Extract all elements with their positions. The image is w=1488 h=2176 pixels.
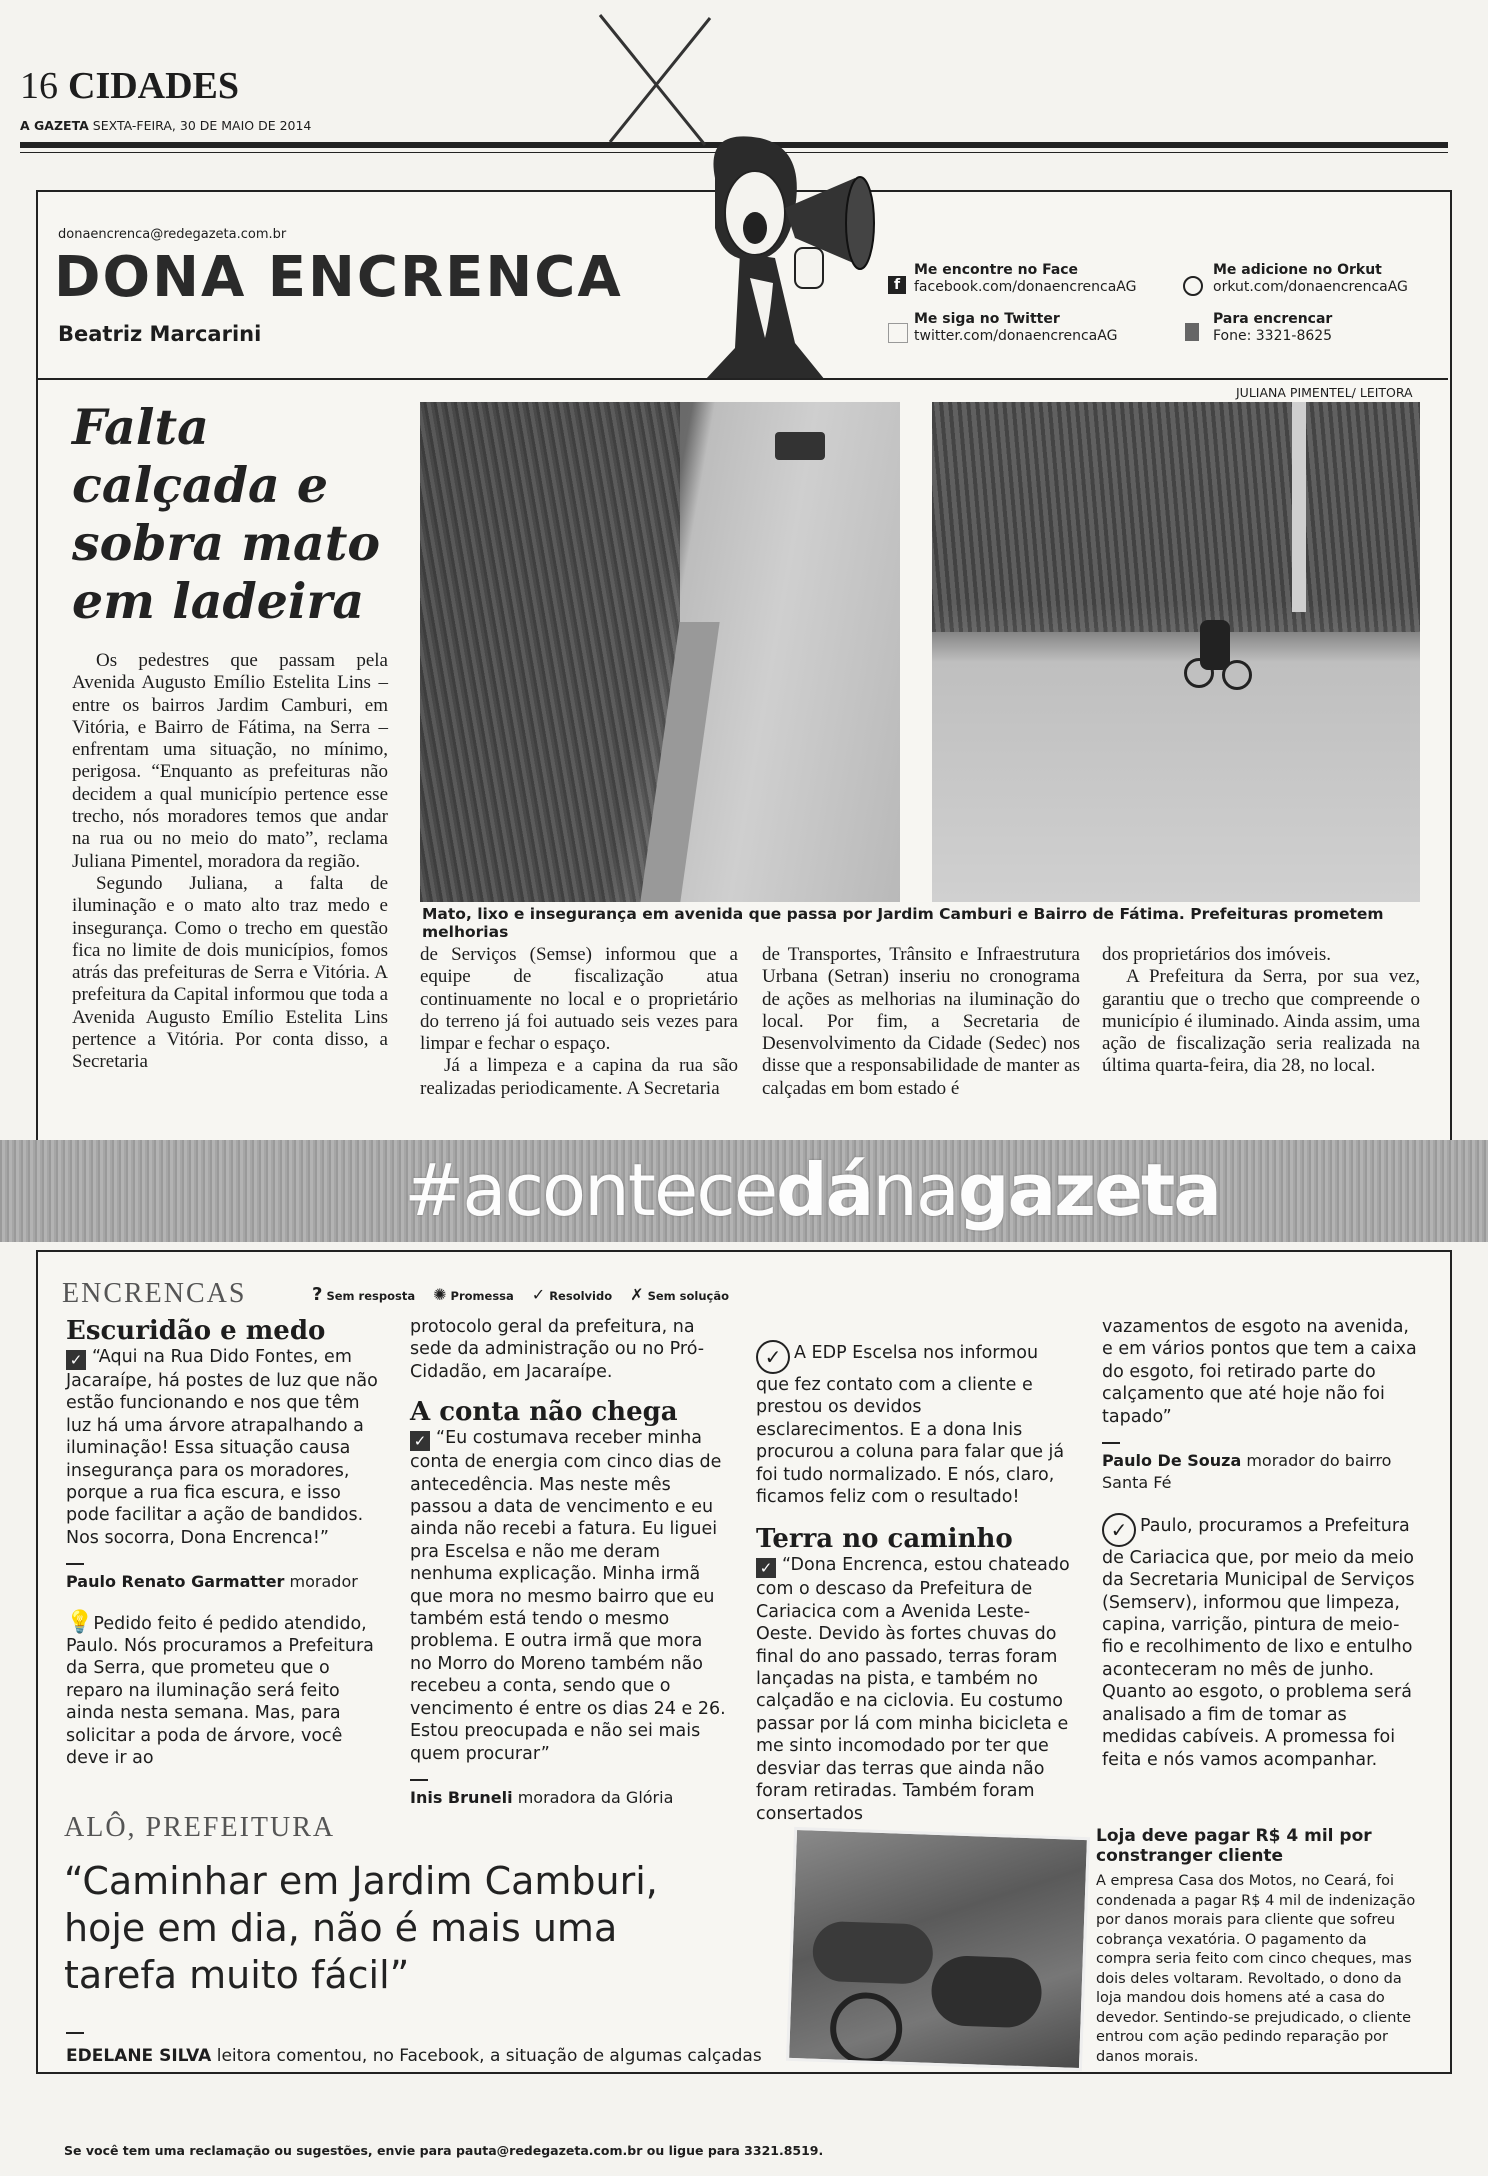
encrenca-complaint-text: “Eu costumava receber minha conta de energia com cinco dias de antecedência. Mas neste mês passou a data de vencimento e eu ainda não recebi a fatura. Eu liguei pra Escelsa e não me deram nenhuma explicação. Minha irmã que mora no mesmo bairro que eu também está tendo o mesmo problema. E outra irmã que mora no Morro do Moreno também não recebeu a conta, sendo que o vencimento é entre os dias 24 e 26. Estou preocupada e não sei mais quem procurar” (410, 1428, 726, 1764)
encrenca-complaint-cont: vazamentos de esgoto na avenida, e em vários pontos que tem a caixa do esgoto, foi retirado parte do calçamento que até hoje não foi tapado” (1102, 1317, 1417, 1427)
footer-note: Se você tem uma reclamação ou sugestões, envie para pauta@redegazeta.com.br ou ligue para 3321.8519. (64, 2143, 824, 2158)
encrenca-col3 (756, 1340, 1074, 1825)
checkbox-icon: ✓ (756, 1558, 776, 1578)
legend-label: Sem solução (647, 1289, 729, 1303)
loja-text: A empresa Casa dos Motos, no Ceará, foi condenada a pagar R$ 4 mil de indenização por danos morais para cliente que sofreu cobrança vexatória. O pagamento da compra seria feito com cinco cheques, mas dois deles voltaram. Revoltado, o dono da loja mandou dois homens até a casa do devedor. Sentindo-se prejudicado, o cliente entrou com ação pedindo reparação por danos morais. (1096, 1873, 1416, 2065)
photo-credit: JULIANA PIMENTEL/ LEITORA (1236, 385, 1413, 400)
alo-dash-rule (66, 2032, 84, 2034)
main-story-col4 (1102, 944, 1420, 1078)
header-date: SEXTA-FEIRA, 30 DE MAIO DE 2014 (92, 118, 312, 133)
encrenca-heading: Escuridão e medo (66, 1316, 326, 1346)
main-story-col3 (762, 944, 1080, 1100)
encrenca-author: Paulo Renato Garmatter (66, 1572, 285, 1592)
contact-orkut[interactable] (1183, 262, 1408, 296)
encrenca-complaint-text: “Dona Encrenca, estou chateado com o descaso da Prefeitura de Cariacica com a Avenida Leste-Oeste. Devido às fortes chuvas do final do ano passado, terras foram lançadas na pista, e também no calçadão e na ciclovia. Eu costumo passar por lá com minha bicicleta e me sinto incomodado por ter que desviar das terras que ainda não foram retiradas. Também foram consertados (756, 1555, 1070, 1824)
column-email: donaencrenca@redegazeta.com.br (58, 227, 287, 242)
contact-twitter[interactable] (888, 311, 1117, 345)
hashtag-bold: gazeta (958, 1148, 1220, 1232)
checkbox-icon: ✓ (410, 1431, 430, 1451)
contact-twitter-value: twitter.com/donaencrencaAG (914, 328, 1118, 344)
encrenca-author-line (1102, 1450, 1420, 1495)
mascot-megaphone-illustration (665, 118, 895, 380)
main-story-col1 (72, 650, 388, 1074)
encrenca-response-text: A EDP Escelsa nos informou que fez contato com a cliente e prestou os devidos esclarecimentos. E a dona Inis procurou a coluna para falar que já foi tudo normalizado. E nós, claro, ficamos feliz com o resultado! (756, 1343, 1065, 1508)
main-story-paragraph: A Prefeitura da Serra, por sua vez, garantiu que o trecho que compreende o município é iluminado. Ainda assim, uma ação de fiscalização seria realizada na última quarta-feira, dia 28, no local. (1102, 966, 1420, 1077)
encrenca-author-desc: moradora da Glória (517, 1787, 674, 1807)
encrenca-author: Paulo De Souza (1102, 1451, 1242, 1471)
paper-name: A GAZETA (20, 118, 89, 133)
contact-phone-value: Fone: 3321-8625 (1213, 328, 1333, 344)
hashtag-light: na (872, 1148, 959, 1232)
column-title: DONA ENCRENCA (54, 245, 623, 310)
contact-facebook-label: Me encontre no Face (914, 262, 1079, 278)
page-header (20, 64, 239, 108)
legend-label: Resolvido (549, 1289, 613, 1303)
contact-orkut-value: orkut.com/donaencrencaAG (1213, 279, 1408, 295)
orkut-icon (1183, 276, 1203, 296)
main-story-paragraph: de Transportes, Trânsito e Infraestrutura Urbana (Setran) inseriu no cronograma de ações as melhorias na iluminação do local. Por fim, a Secretaria de Desenvolvimento da Cidade (Sedec) nos disse que a responsabilidade de manter as calçadas em bom estado é (762, 944, 1080, 1099)
contact-orkut-label: Me adicione no Orkut (1213, 262, 1382, 278)
checkbox-icon: ✓ (66, 1350, 86, 1370)
dash-rule (66, 1563, 84, 1565)
encrenca-author-line (410, 1787, 728, 1809)
encrenca-author-line (66, 1571, 382, 1593)
facebook-icon: f (888, 276, 906, 294)
dash-rule (1102, 1442, 1120, 1444)
encrenca-response (756, 1340, 1074, 1508)
photo-road-cyclist (932, 402, 1420, 902)
encrenca-response (1102, 1513, 1420, 1771)
question-icon: ? (312, 1284, 323, 1305)
hashtag-bold: dá (776, 1148, 873, 1232)
encrenca-heading: A conta não chega (410, 1397, 678, 1428)
section-title: CIDADES (68, 65, 240, 107)
encrenca-heading: Terra no caminho (756, 1524, 1013, 1555)
encrenca-col1 (66, 1316, 382, 1770)
alo-author-line (66, 2046, 762, 2066)
page-number: 16 (20, 65, 58, 107)
loja-heading: Loja deve pagar R$ 4 mil por constranger cliente (1096, 1826, 1372, 1866)
alo-author: EDELANE SILVA (66, 2046, 212, 2066)
contact-twitter-label: Me siga no Twitter (914, 311, 1060, 327)
encrenca-author-desc: morador do bairro Santa Fé (1102, 1451, 1392, 1493)
encrenca-complaint-text: “Aqui na Rua Dido Fontes, em Jacaraípe, há postes de luz que não estão funcionando e nos que têm luz há uma árvore atrapalhando a iluminação! Essa situação causa insegurança para os moradores, porque a rua fica escura, e isso pode facilitar a ação de bandidos. Nos socorra, Dona Encrenca!” (66, 1347, 378, 1548)
legend-label: Promessa (450, 1289, 514, 1303)
photo-motorcycle-shop (786, 1827, 1090, 2071)
alo-prefeitura-quote: “Caminhar em Jardim Camburi, hoje em dia, não é mais uma tarefa muito fácil” (64, 1859, 658, 1997)
main-story-paragraph: Já a limpeza e a capina da rua são realizadas periodicamente. A Secretaria (420, 1055, 738, 1099)
sparkle-icon: ✺ (433, 1285, 447, 1304)
check-icon: ✓ (531, 1285, 546, 1304)
encrenca-complaint (756, 1554, 1074, 1824)
hashtag-banner-text (404, 1148, 1220, 1232)
main-story-paragraph: de Serviços (Semse) informou que a equipe de fiscalização atua continuamente no local e o proprietário do terreno já foi autuado seis vezes para limpar e fechar o espaço. (420, 944, 738, 1055)
resolved-check-icon: ✓ (756, 1340, 790, 1374)
encrenca-col2 (410, 1316, 728, 1809)
column-author: Beatriz Marcarini (58, 322, 262, 346)
alo-author-desc: leitora comentou, no Facebook, a situação de algumas calçadas (216, 2046, 762, 2066)
cross-icon: ✗ (630, 1285, 644, 1304)
legend-label: Sem resposta (326, 1289, 416, 1303)
resolved-check-icon: ✓ (1102, 1513, 1136, 1547)
twitter-icon (888, 323, 908, 343)
encrenca-response-text: Paulo, procuramos a Prefeitura de Cariacica que, por meio da meio da Secretaria Municipal de Serviços (Semserv), informou que limpeza, capina, varrição, pintura de meio-fio e recolhimento de lixo e entulho aconteceram no mês de junho. Quanto ao esgoto, o problema será analisado a fim de tomar as medidas cabíveis. A promessa foi feita e nós vamos acompanhar. (1102, 1515, 1415, 1770)
photo-sidewalk-weeds (420, 402, 900, 902)
encrenca-response-cont: protocolo geral da prefeitura, na sede da administração ou no Pró-Cidadão, em Jacaraípe. (410, 1317, 705, 1382)
encrencas-title: ENCRENCAS (62, 1278, 247, 1309)
header-dateline (20, 118, 311, 133)
hashtag-light: #acontece (404, 1148, 777, 1232)
main-story-col2 (420, 944, 738, 1100)
contact-phone[interactable] (1183, 311, 1332, 345)
encrenca-complaint (410, 1427, 728, 1765)
contact-facebook[interactable] (888, 262, 1137, 296)
encrenca-response-text: Pedido feito é pedido atendido, Paulo. Nós procuramos a Prefeitura da Serra, que prometeu que o reparo na iluminação será feito ainda nesta semana. Mas, para solicitar a poda de árvore, você deve ir ao (66, 1613, 374, 1769)
main-story-paragraph: Segundo Juliana, a falta de iluminação e o mato alto traz medo e insegurança. Como o trecho em questão fica no limite de dois municípios, fomos atrás das prefeituras de Serra e Vitória. A prefeitura da Capital informou que toda a Avenida Augusto Emílio Estelita Lins pertence a Vitória. Por conta disso, a Secretaria (72, 872, 388, 1073)
lightbulb-icon: 💡 (66, 1609, 94, 1635)
main-story-paragraph: Os pedestres que passam pela Avenida Augusto Emílio Estelita Lins – entre os bairros Jardim Camburi, em Vitória, e Bairro de Fátima, na Serra – enfrentam uma situação, no mínimo, perigosa. “Enquanto as prefeituras não decidem a qual município pertence esse trecho, nós moradores temos que andar na rua ou no meio do mato”, reclama Juliana Pimentel, moradora da região. (72, 650, 388, 872)
encrenca-author-desc: morador (289, 1572, 358, 1592)
main-headline: Falta calçada e sobra mato em ladeira (72, 398, 381, 630)
column-header-rule (36, 378, 1448, 380)
encrenca-author: Inis Bruneli (410, 1787, 513, 1807)
dash-rule (410, 1779, 428, 1781)
photo-caption: Mato, lixo e insegurança em avenida que passa por Jardim Camburi e Bairro de Fátima. Prefeituras prometem melhorias (422, 905, 1384, 941)
encrenca-response (66, 1609, 382, 1770)
contact-facebook-value: facebook.com/donaencrencaAG (914, 279, 1137, 295)
main-story-paragraph: dos proprietários dos imóveis. (1102, 944, 1332, 965)
encrenca-complaint (66, 1346, 382, 1549)
contact-phone-label: Para encrencar (1213, 311, 1333, 327)
encrencas-legend (312, 1284, 729, 1305)
encrenca-col4 (1102, 1316, 1420, 1771)
alo-prefeitura-title: ALÔ, PREFEITURA (64, 1812, 336, 1843)
phone-icon (1185, 323, 1199, 341)
